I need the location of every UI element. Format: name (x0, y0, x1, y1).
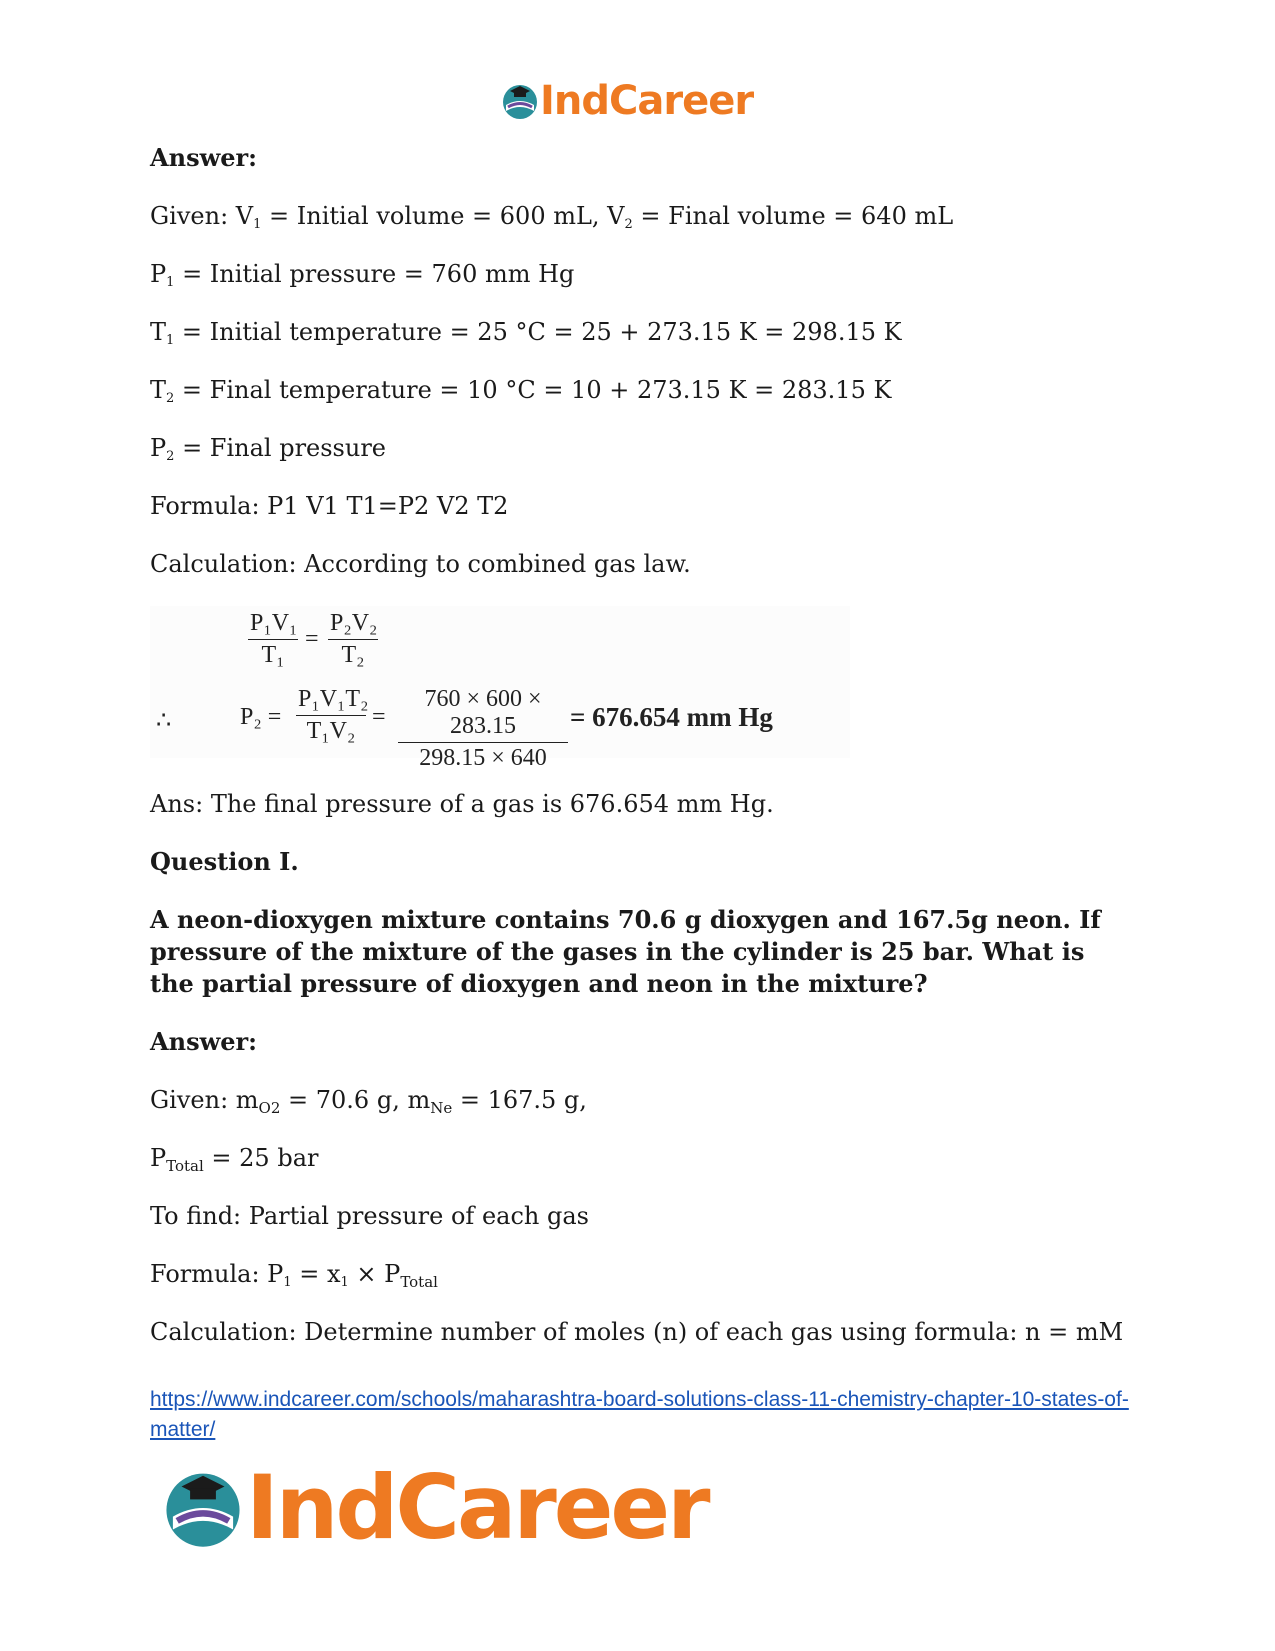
question-text: A neon-dioxygen mixture contains 70.6 g dioxygen and 167.5g neon. If pressure of the mixture of the gases in the cylinder is 25 bar. What is the partial pressure of dioxygen and neon in the mixture? (150, 905, 1101, 998)
formula-line-2: Formula: $P_1 = x_1 \times P_{Total}$ (150, 1260, 438, 1291)
to-find-line: To find: Partial pressure of each gas (150, 1202, 589, 1230)
final-temperature-line: $T_2$ = Final temperature = 10 °C = 10 + 273.15 K = 283.15 K (150, 376, 892, 406)
globe-book-icon (160, 1465, 246, 1551)
gas-law-equation (150, 606, 850, 771)
given-line: Given: $V_1$ = Initial volume = 600 mL, $V_2$ = Final volume = 640 mL (150, 202, 954, 232)
answer-heading-2: Answer: (150, 1027, 258, 1056)
calculation-line: Calculation: According to combined gas law. (150, 550, 691, 578)
total-pressure-line: $P_{Total} = 25$ bar (150, 1144, 319, 1175)
eq1-equals: = (305, 626, 319, 652)
initial-temperature-line: $T_1$ = Initial temperature = 25 °C = 25 + 273.15 K = 298.15 K (150, 318, 902, 348)
eq1-lhs-fraction: $\frac{\text{P₁V₁}}{\text{T₁}}$ (250, 610, 298, 668)
ans-line: Ans: The final pressure of a gas is 676.654 mm Hg. (150, 790, 774, 818)
calculation-line-2: Calculation: Determine number of moles (n) of each gas using formula: n = mM (150, 1318, 1124, 1346)
eq1-rhs-fraction: $\frac{\text{P₂V₂}}{\text{T₂}}$ (330, 610, 378, 668)
eq2-symbolic-fraction: $\frac{\text{P₁V₁T₂}}{\text{T₁V₂}}$ (298, 686, 369, 744)
main-content (150, 142, 1140, 1374)
indcareer-logo-top (500, 78, 753, 124)
answer-heading: Answer: (150, 143, 258, 172)
initial-pressure-line: $P_1$ = Initial pressure = 760 mm Hg (150, 260, 575, 290)
eq2-value-fraction: $\frac{760 \times 600 \times 283.15}{298.15 \times 640}$ (398, 686, 568, 772)
globe-book-icon (500, 81, 540, 121)
logo-text: IndCareer (540, 78, 754, 124)
given-masses-line: Given: $m_{O2} = 70.6$ g, $m_{Ne} = 167.5$ g, (150, 1086, 587, 1117)
logo-text: IndCareer (246, 1456, 708, 1559)
question-heading: Question I. (150, 847, 299, 876)
source-link[interactable]: https://www.indcareer.com/schools/maharashtra-board-solutions-class-11-chemistry-chapter-10-states-of-matter/ (150, 1388, 1129, 1441)
eq2-equals: = (372, 704, 386, 730)
therefore-symbol: ∴ (156, 708, 172, 734)
final-pressure-line: $P_2$ = Final pressure (150, 434, 387, 464)
formula-line: Formula: P1 V1 T1=P2 V2 T2 (150, 492, 509, 520)
p2-label: P₂ = (240, 704, 282, 730)
equation-result: = 676.654 mm Hg (570, 702, 773, 732)
indcareer-logo-bottom (160, 1456, 708, 1559)
